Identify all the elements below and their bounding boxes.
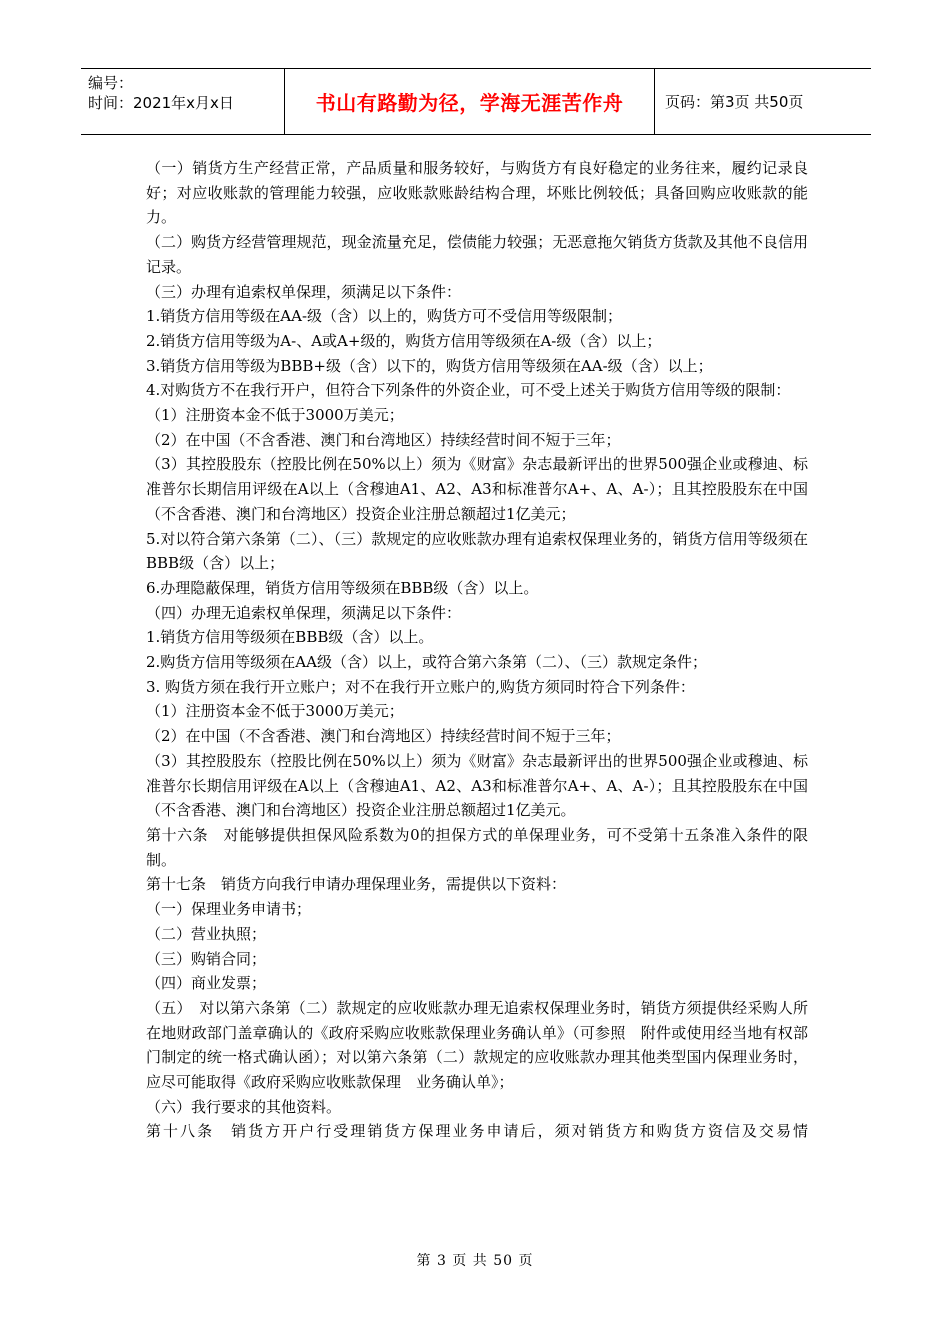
paragraph: （3）其控股股东（控股比例在50%以上）须为《财富》杂志最新评出的世界500强企业或穆迪、标准普尔长期信用评级在A以上（含穆迪A1、A2、A3和标准普尔A+、A、A-）；且其控股股东在中国（不含香港、澳门和台湾地区）投资企业注册总额超过1亿美元； (146, 455, 808, 523)
paragraph: （三）办理有追索权单保理，须满足以下条件： (146, 282, 462, 301)
document-number: 编号： (88, 74, 134, 92)
paragraph: 6.办理隐蔽保理，销货方信用等级须在BBB级（含）以上。 (146, 578, 539, 597)
page-footer: 第 3 页 共 50 页 (416, 1253, 534, 1269)
paragraph: （一）保理业务申请书； (146, 900, 312, 919)
header-meta-cell (81, 69, 285, 134)
paragraph: 2.销货方信用等级为A-、A或A+级的，购货方信用等级须在A-级（含）以上； (146, 331, 662, 350)
header-table (81, 68, 871, 135)
paragraph: 3. 购货方须在我行开立账户；对不在我行开立账户的,购货方须同时符合下列条件： (146, 677, 695, 696)
paragraph: （2）在中国（不含香港、澳门和台湾地区）持续经营时间不短于三年； (146, 727, 621, 746)
paragraph: （四）办理无追索权单保理，须满足以下条件： (146, 603, 462, 622)
paragraph: （五） 对以第六条第（二）款规定的应收账款办理无追索权保理业务时，销货方须提供经采购人所在地财政部门盖章确认的《政府采购应收账款保理业务确认单》（可参照 附件或使用经当地有权部门制定的统一格式确认函）；对以第六条第（二）款规定的应收账款办理其他类型国内保理业务时，应尽可能取得《政府采购应收账款保理 业务确认单》； (146, 998, 808, 1092)
paragraph: （2）在中国（不含香港、澳门和台湾地区）持续经营时间不短于三年； (146, 430, 621, 449)
paragraph: 1.销货方信用等级须在BBB级（含）以上。 (146, 628, 434, 647)
paragraph: 5.对以符合第六条第（二）、（三）款规定的应收账款办理有追索权保理业务的，销货方信用等级须在BBB级（含）以上； (146, 529, 808, 573)
paragraph: （3）其控股股东（控股比例在50%以上）须为《财富》杂志最新评出的世界500强企业或穆迪、标准普尔长期信用评级在A以上（含穆迪A1、A2、A3和标准普尔A+、A、A-）；且其控股股东在中国（不含香港、澳门和台湾地区）投资企业注册总额超过1亿美元。 (146, 751, 808, 820)
paragraph: 2.购货方信用等级须在AA级（含）以上，或符合第六条第（二）、（三）款规定条件； (146, 653, 707, 672)
paragraph: 第十七条 销货方向我行申请办理保理业务，需提供以下资料： (146, 875, 567, 894)
paragraph: 4.对购货方不在我行开户，但符合下列条件的外资企业，可不受上述关于购货方信用等级的限制： (146, 381, 791, 400)
document-date: 时间：2021年x月x日 (88, 94, 234, 112)
paragraph: 3.销货方信用等级为BBB+级（含）以下的，购货方信用等级须在AA-级（含）以上； (146, 356, 713, 375)
paragraph: 第十八条 销货方开户行受理销货方保理业务申请后，须对销货方和购货方资信及交易情 (146, 1122, 808, 1141)
paragraph: （二）营业执照； (146, 924, 267, 943)
paragraph: （1）注册资本金不低于3000万美元； (146, 702, 404, 721)
paragraph: 第十六条 对能够提供担保风险系数为0的担保方式的单保理业务，可不受第十五条准入条件的限制。 (146, 825, 808, 869)
document-body (146, 156, 808, 1144)
paragraph: （1）注册资本金不低于3000万美元； (146, 406, 404, 425)
paragraph: （三）购销合同； (146, 949, 267, 968)
paragraph: （六）我行要求的其他资料。 (146, 1097, 342, 1116)
paragraph: （一）销货方生产经营正常，产品质量和服务较好，与购货方有良好稳定的业务往来，履约记录良好；对应收账款的管理能力较强，应收账款账龄结构合理，坏账比例较低；具备回购应收账款的能力。 (146, 159, 808, 227)
header-slogan: 书山有路勤为径，学海无涯苦作舟 (285, 69, 655, 134)
paragraph: （二）购货方经营管理规范，现金流量充足，偿债能力较强；无恶意拖欠销货方货款及其他不良信用记录。 (146, 233, 808, 276)
paragraph: 1.销货方信用等级在AA-级（含）以上的，购货方可不受信用等级限制； (146, 307, 623, 326)
paragraph: （四）商业发票； (146, 974, 267, 993)
header-page-info: 页码：第3页 共50页 (665, 93, 804, 111)
